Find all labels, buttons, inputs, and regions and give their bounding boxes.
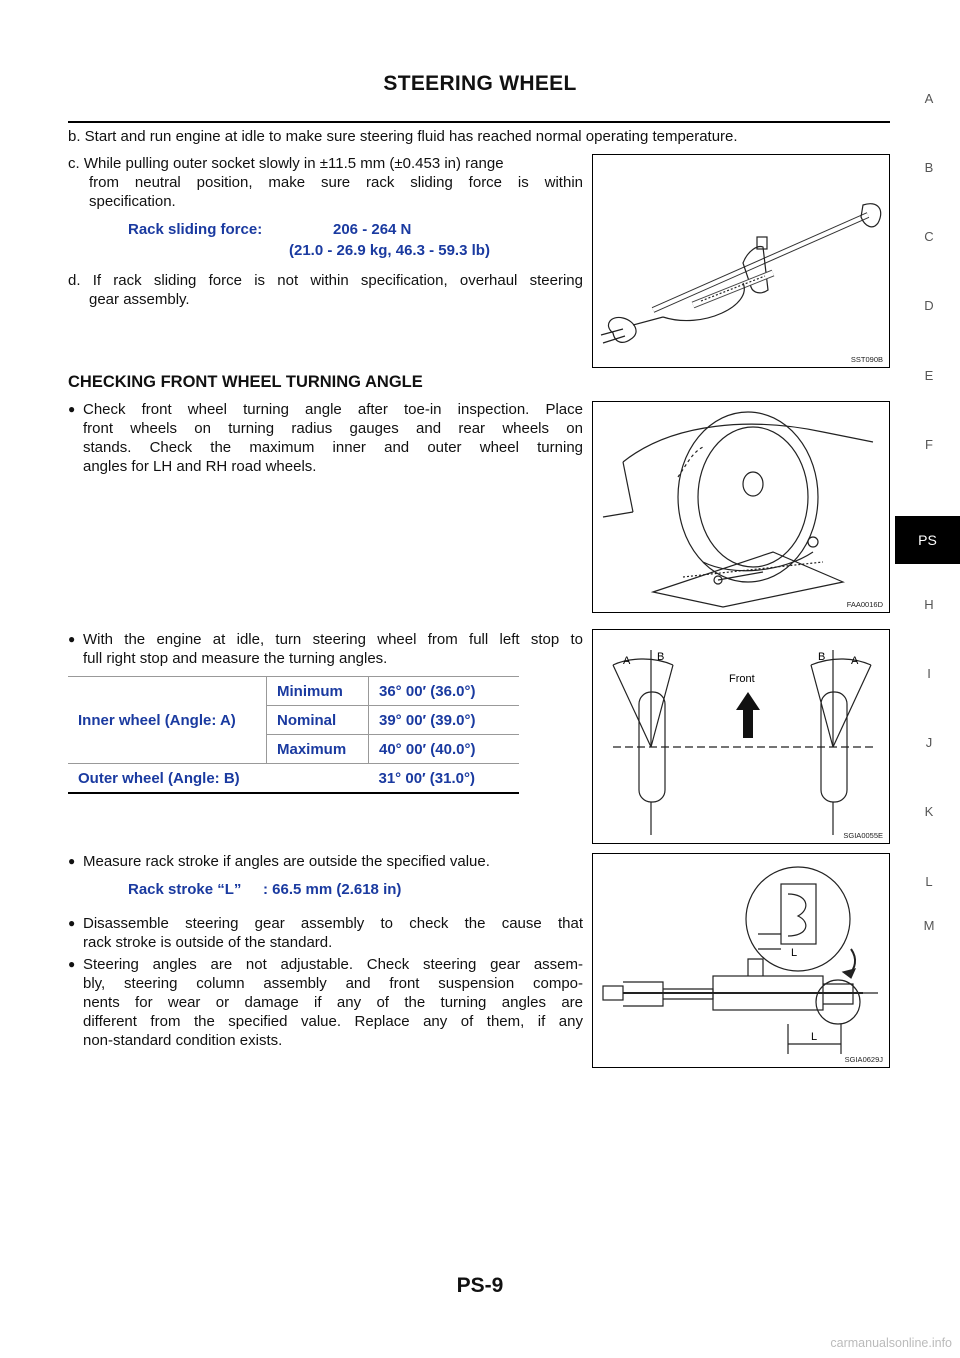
rack-force-label: Rack sliding force: (128, 221, 263, 238)
figure-turning-gauge (592, 401, 890, 613)
rack-force-value-1: 206 - 264 N (333, 221, 412, 238)
label-a-left: A (623, 655, 631, 667)
rack-stroke-label: Rack stroke “L” (128, 881, 242, 898)
rack-stroke-value: : 66.5 mm (2.618 in) (263, 881, 402, 898)
wheel-angles-diagram (593, 630, 889, 843)
side-index-h[interactable]: H (924, 597, 934, 612)
step-c-line-1: c. While pulling outer socket slowly in ±11.5 mm (±0.453 in) range (68, 155, 504, 172)
bullet-1 (68, 400, 583, 476)
label-front: Front (729, 673, 755, 685)
step-d-line-2: gear assembly. (89, 291, 190, 308)
side-index-f[interactable]: F (925, 437, 933, 452)
side-index-b[interactable]: B (924, 160, 934, 175)
figure-turning-gauge-code: FAA0016D (846, 600, 883, 609)
header-rule (68, 121, 890, 123)
bullet-5-line-2: bly, steering column assembly and front suspension compo- (83, 975, 583, 992)
step-d (68, 271, 583, 309)
bullet-1-line-1: Check front wheel turning angle after toe-in inspection. Place (83, 401, 583, 418)
inner-wheel-label: Inner wheel (Angle: A) (68, 677, 267, 764)
inner-max-label: Maximum (267, 735, 369, 764)
label-l-main: L (811, 1031, 818, 1043)
front-arrow-icon (736, 692, 760, 738)
bullet-4-line-1: Disassemble steering gear assembly to check the cause that (83, 915, 583, 932)
figure-rack-stroke (592, 853, 890, 1068)
step-b: b. Start and run engine at idle to make sure steering fluid has reached normal operating temperature. (68, 128, 738, 145)
step-c-line-3: specification. (89, 193, 176, 210)
label-l-inset: L (791, 947, 798, 959)
bullet-1-line-2: front wheels on turning radius gauges and rear wheels on (83, 420, 583, 437)
inner-min-label: Minimum (267, 677, 369, 706)
side-index-e[interactable]: E (924, 368, 934, 383)
figure-wheel-angles (592, 629, 890, 844)
inner-nominal-value: 39° 00′ (39.0°) (369, 706, 520, 735)
watermark: carmanualsonline.info (830, 1336, 952, 1350)
bullet-dot-icon: ● (68, 957, 76, 971)
page-number: PS-9 (456, 1274, 504, 1297)
outer-wheel-value: 31° 00′ (31.0°) (369, 764, 520, 794)
side-index-a[interactable]: A (924, 91, 934, 106)
side-index-c[interactable]: C (924, 229, 934, 244)
side-index-j[interactable]: J (925, 735, 933, 750)
bullet-1-line-3: stands. Check the maximum inner and outer wheel turning (83, 439, 583, 456)
bullet-5-line-4: different from the specified value. Replace any of them, if any (83, 1013, 583, 1030)
bullet-dot-icon: ● (68, 402, 76, 416)
bullet-4-line-2: rack stroke is outside of the standard. (83, 934, 333, 951)
bullet-dot-icon: ● (68, 632, 76, 646)
turning-angle-table (68, 676, 519, 794)
side-index-d[interactable]: D (924, 298, 934, 313)
inner-nominal-label: Nominal (267, 706, 369, 735)
figure-rack-stroke-code: SGIA0629J (844, 1055, 883, 1064)
bullet-dot-icon: ● (68, 854, 76, 868)
bullet-5-line-5: non-standard condition exists. (83, 1032, 283, 1049)
bullet-5-line-1: Steering angles are not adjustable. Check steering gear assem- (83, 956, 583, 973)
figure-rack-force-code: SST090B (850, 355, 883, 364)
inner-max-value: 40° 00′ (40.0°) (369, 735, 520, 764)
bullet-4 (68, 914, 583, 952)
bullet-5 (68, 955, 583, 1050)
section-heading: CHECKING FRONT WHEEL TURNING ANGLE (68, 373, 423, 391)
label-b-right: B (818, 651, 826, 663)
label-b-left: B (657, 651, 665, 663)
bullet-3-text: Measure rack stroke if angles are outside the specified value. (83, 853, 490, 870)
step-c (68, 154, 583, 211)
bullet-2-line-1: With the engine at idle, turn steering wheel from full left stop to (83, 631, 583, 648)
side-index-l[interactable]: L (925, 874, 933, 889)
bullet-5-line-3: nents for wear or damage if any of the turning angles are (83, 994, 583, 1011)
page-title: STEERING WHEEL (383, 72, 577, 95)
turning-gauge-illustration (593, 402, 889, 612)
side-index-i[interactable]: I (927, 666, 931, 681)
label-a-right: A (851, 655, 859, 667)
bullet-3 (68, 852, 583, 871)
figure-rack-force (592, 154, 890, 368)
step-c-line-2: from neutral position, make sure rack sliding force is within (89, 174, 583, 191)
side-index-m[interactable]: M (923, 918, 935, 933)
side-index-k[interactable]: K (924, 804, 934, 819)
rack-force-value-2: (21.0 - 26.9 kg, 46.3 - 59.3 lb) (289, 242, 490, 259)
side-index-active-tab[interactable]: PS (895, 516, 960, 564)
rack-force-illustration (593, 155, 889, 367)
bullet-2 (68, 630, 583, 668)
bullet-1-line-4: angles for LH and RH road wheels. (83, 458, 317, 475)
step-d-line-1: d. If rack sliding force is not within specification, overhaul steering (68, 272, 583, 289)
bullet-2-line-2: full right stop and measure the turning angles. (83, 650, 388, 667)
rack-stroke-illustration (593, 854, 889, 1067)
inner-min-value: 36° 00′ (36.0°) (369, 677, 520, 706)
figure-wheel-angles-code: SGIA0055E (843, 831, 883, 840)
outer-wheel-label: Outer wheel (Angle: B) (68, 764, 369, 794)
bullet-dot-icon: ● (68, 916, 76, 930)
